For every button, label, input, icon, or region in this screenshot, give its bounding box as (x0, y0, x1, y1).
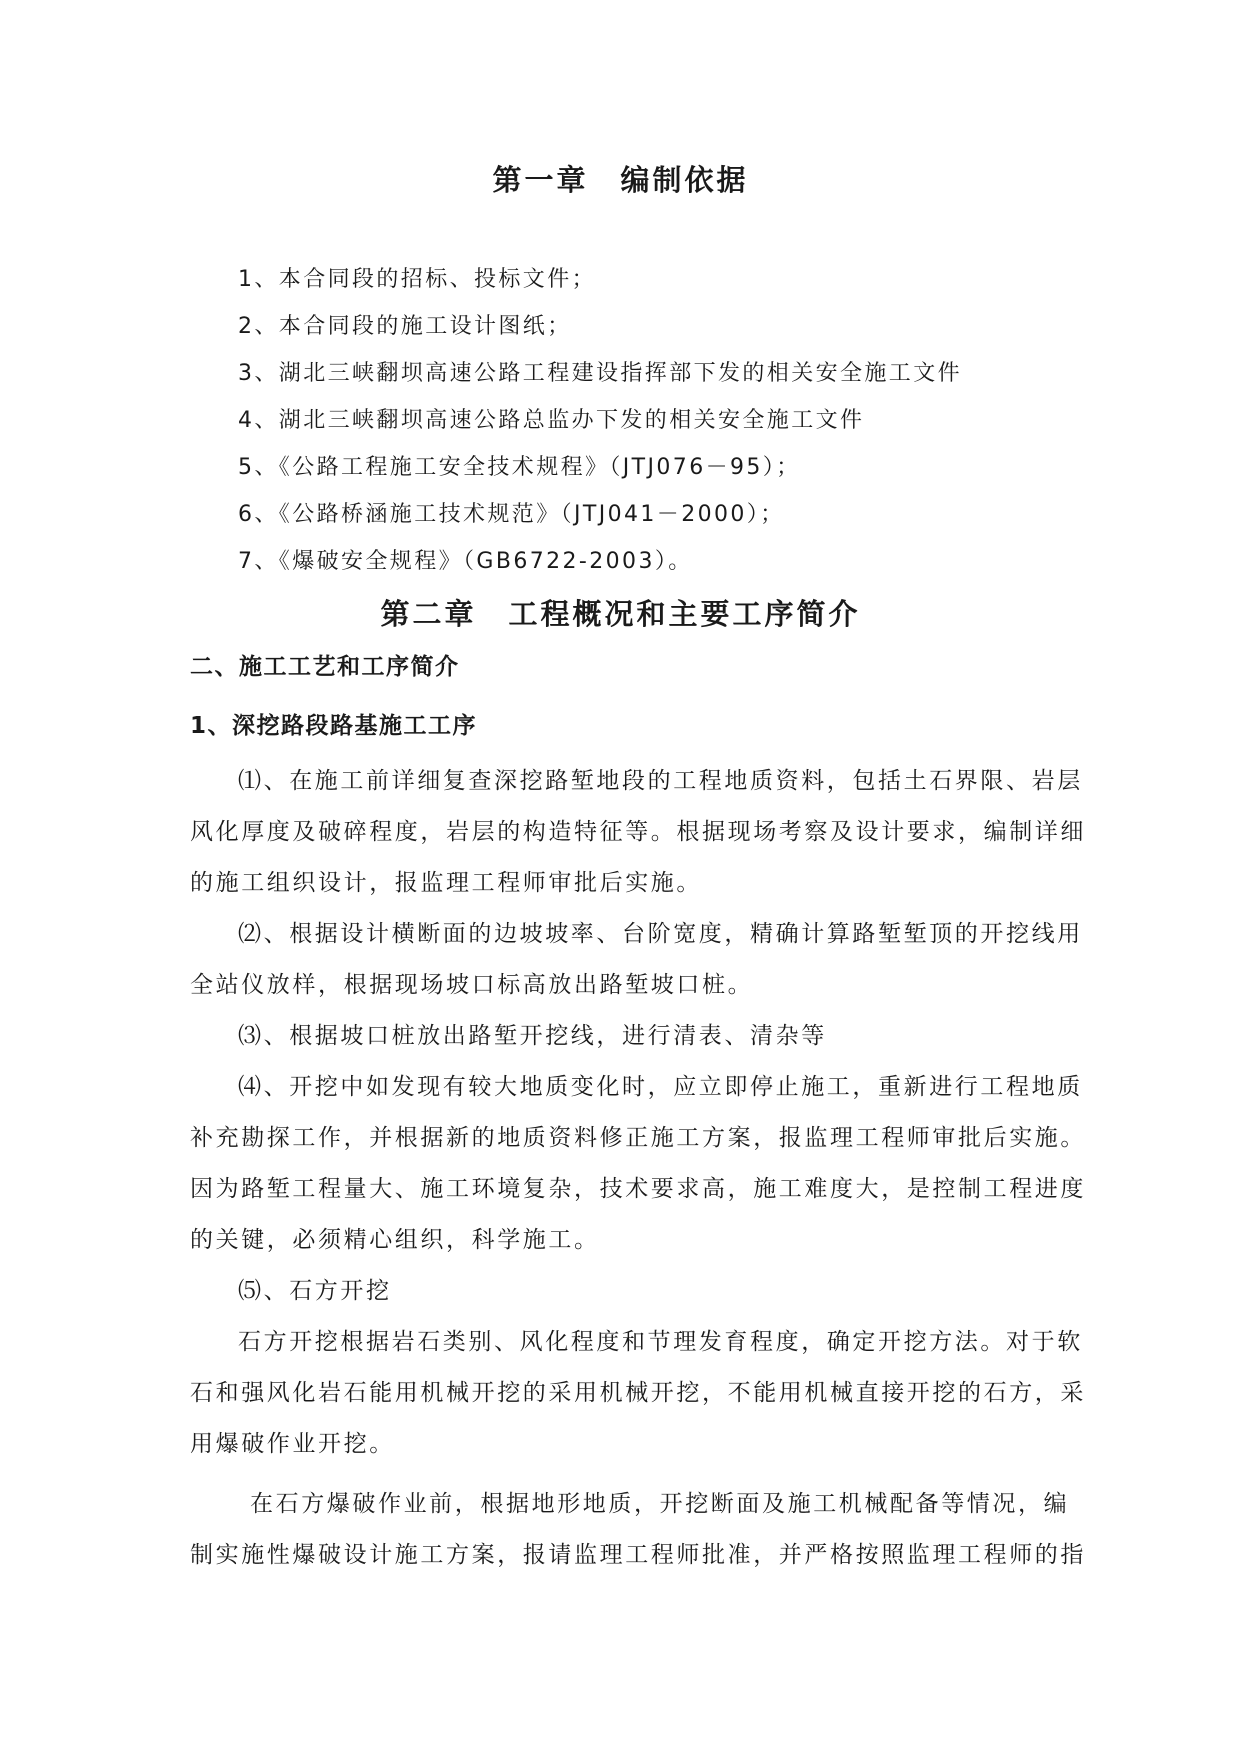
chapter-1-title: 第一章 编制依据 (492, 163, 749, 197)
paragraph-line: 制实施性爆破设计施工方案，报请监理工程师批准，并严格按照监理工程师的指 (190, 1542, 1086, 1568)
basis-item-4: 4、湖北三峡翻坝高速公路总监办下发的相关安全施工文件 (238, 408, 865, 433)
paragraph-line: 的关键，必须精心组织，科学施工。 (190, 1227, 600, 1253)
basis-item-2: 2、本合同段的施工设计图纸； (238, 314, 572, 339)
paragraph-line: ⑸、石方开挖 (238, 1278, 392, 1304)
basis-item-3: 3、湖北三峡翻坝高速公路工程建设指挥部下发的相关安全施工文件 (238, 361, 962, 386)
section-heading: 二、施工工艺和工序简介 (190, 654, 460, 680)
paragraph-line: ⑵、根据设计横断面的边坡坡率、台阶宽度，精确计算路堑堑顶的开挖线用 (238, 921, 1083, 947)
paragraph-line: 风化厚度及破碎程度，岩层的构造特征等。根据现场考察及设计要求，编制详细 (190, 819, 1086, 845)
paragraph-line: 石方开挖根据岩石类别、风化程度和节理发育程度，确定开挖方法。对于软 (238, 1329, 1083, 1355)
paragraph-line: ⑷、开挖中如发现有较大地质变化时，应立即停止施工，重新进行工程地质 (238, 1074, 1083, 1100)
basis-item-6: 6、《公路桥涵施工技术规范》（JTJ041－2000）； (238, 502, 785, 527)
paragraph-line: 全站仪放样，根据现场坡口标高放出路堑坡口桩。 (190, 972, 754, 998)
basis-item-7: 7、《爆破安全规程》（GB6722-2003）。 (238, 549, 693, 574)
paragraph-line: 补充勘探工作，并根据新的地质资料修正施工方案，报监理工程师审批后实施。 (190, 1125, 1086, 1151)
paragraph-line: 在石方爆破作业前，根据地形地质，开挖断面及施工机械配备等情况，编 (250, 1491, 1070, 1517)
basis-item-1: 1、本合同段的招标、投标文件； (238, 267, 596, 292)
paragraph-line: ⑴、在施工前详细复查深挖路堑地段的工程地质资料，包括土石界限、岩层 (238, 768, 1083, 794)
paragraph-line: 的施工组织设计，报监理工程师审批后实施。 (190, 870, 702, 896)
basis-item-5: 5、《公路工程施工安全技术规程》（JTJ076－95）； (238, 455, 801, 480)
subsection-heading: 1、深挖路段路基施工工序 (190, 713, 478, 739)
paragraph-line: 用爆破作业开挖。 (190, 1431, 395, 1457)
paragraph-line: ⑶、根据坡口桩放出路堑开挖线，进行清表、清杂等 (238, 1023, 827, 1049)
chapter-2-title: 第二章 工程概况和主要工序简介 (380, 597, 861, 631)
paragraph-line: 石和强风化岩石能用机械开挖的采用机械开挖，不能用机械直接开挖的石方，采 (190, 1380, 1086, 1406)
paragraph-line: 因为路堑工程量大、施工环境复杂，技术要求高，施工难度大，是控制工程进度 (190, 1176, 1086, 1202)
